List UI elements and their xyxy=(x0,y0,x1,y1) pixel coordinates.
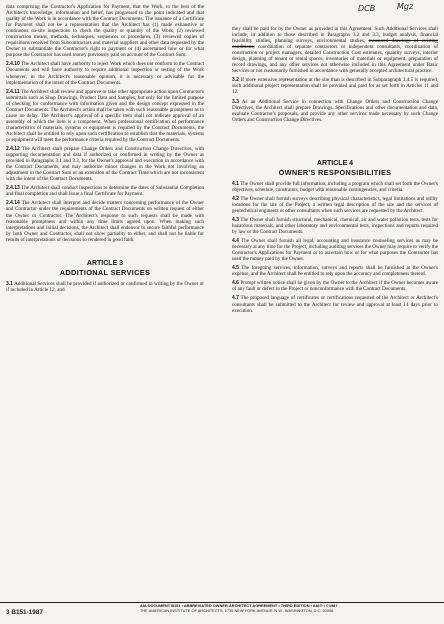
article-4-title: ARTICLE 4 xyxy=(316,159,354,167)
clause-3-2 xyxy=(232,77,438,95)
clause-text: The Architect shall conduct inspections to determine the dates of Substantial Completion and final completion and shall issue a final Certificate for Payment. xyxy=(6,185,204,198)
clause-4-4 xyxy=(232,238,438,262)
clause-4-7 xyxy=(232,295,438,313)
clause-number: 4.1 xyxy=(232,180,239,187)
clause-text: The Owner shall furnish structural, mechanical, chemical, air and water pollution tests, tests for hazardous materials, and other laboratory and environmental tests, inspections and reports required by law or the Contract Documents. xyxy=(232,216,438,236)
clause-4-3 xyxy=(232,217,438,235)
clause-number: 2.4.11 xyxy=(6,88,20,95)
clause-4-1 xyxy=(232,181,438,193)
footer-line-1: AIA DOCUMENT B151 • ABBREVIATED OWNER-ARCHITECT AGREEMENT • THIRD EDITION • AIA® • ©1987 xyxy=(140,603,338,608)
clause-number: 4.2 xyxy=(232,195,239,202)
article-4-heading: OWNER'S RESPONSIBILITIES xyxy=(278,167,392,177)
right-column xyxy=(232,4,438,317)
clause-2-4-12 xyxy=(6,146,204,182)
clause-number: 2.4.14 xyxy=(6,200,20,207)
clause-4-2 xyxy=(232,196,438,214)
handwritten-mark: Mgz xyxy=(397,2,414,11)
clause-number: 4.5 xyxy=(232,265,239,272)
clause-text: If more extensive representation at the site than is described in Subparagraph 2.4.5 is required, such additional project representation shall be provided and paid for as set forth in Articles 11 and 12. xyxy=(232,77,439,96)
clause-text: The Architect shall review and approve or take other appropriate action upon Contractor's submittals such as Shop Drawings, Product Data and Samples, but only for the limited purpose of checking for conformance with information given and the design concept expressed in the Contract Documents. The Architect's action shall be taken with such reasonable promptness as to cause no delay. The Architect's approval of a specific item shall not indicate approval of an assembly of which the item is a component. When professional certification of performance characteristics of materials, systems or equipment is required by the Contract Documents, the Architect shall be entitled to rely upon such certification to establish that the materials, systems or equipment will meet the performance criteria required by the Contract Documents. xyxy=(6,88,204,143)
page-number: 3 B151-1987 xyxy=(6,609,43,616)
clause-number: 2.4.12 xyxy=(6,146,20,153)
clause-text: The proposed language of certificates or certifications requested of the Architect or Architect's consultants shall be submitted to the Architect for review and approval at least 14 days prior to execution. xyxy=(232,295,438,314)
clause-3-1-continued xyxy=(232,26,438,74)
clause-text: they shall be paid for by the Owner as provided in this Agreement. Such Additional Services shall include, in addition to those described in Paragraphs 3.2 and 3.3, budget analysis, financial feasibility studies, planning surveys, environmental studies, xyxy=(232,26,438,45)
clause-text: The Architect shall interpret and decide matters concerning performance of the Owner and Contractor under the requirements of the Contract Documents on written request of either the Owner or Contractor. The Architect's response to such requests shall be made with reasonable promptness and within any time limits agreed upon. When making such interpretations and initial decisions, the Architect shall endeavor to secure faithful performance by both Owner and Contractor, shall not show partiality to either, and shall not be liable for results of interpretations or decisions so rendered in good faith. xyxy=(6,200,204,243)
clause-text: The foregoing services, information, surveys and reports shall be furnished at the Owner's expense, and the Architect shall be entitled to rely upon the accuracy and completeness thereof. xyxy=(232,265,438,278)
clause-number: 4.3 xyxy=(232,216,239,223)
clause-4-5 xyxy=(232,265,438,277)
clause-2-4-14 xyxy=(6,200,204,242)
footer-line-2: THE AMERICAN INSTITUTE OF ARCHITECTS, 1735 NEW YORK AVENUE, N.W., WASHINGTON, D.C. 20006 xyxy=(140,607,334,613)
clause-3-1 xyxy=(6,281,204,293)
clause-2-4-13 xyxy=(6,185,204,197)
clause-3-3 xyxy=(232,99,438,123)
clause-number: 2.4.13 xyxy=(6,185,20,192)
clause-number: 4.7 xyxy=(232,295,239,302)
article-3-heading: ADDITIONAL SERVICES xyxy=(59,267,151,277)
footer-notice xyxy=(140,604,440,614)
clause-4-6 xyxy=(232,280,438,292)
clause-number: 3.2 xyxy=(232,77,239,84)
clause-text: Additional Services shall be provided if authorized or confirmed in writing by the Owner or if included in Article 12, and xyxy=(6,280,204,293)
article-3-title: ARTICLE 3 xyxy=(86,259,124,267)
clause-2-4-11 xyxy=(6,89,204,143)
clause-number: 3.1 xyxy=(6,280,13,287)
clause-number: 4.4 xyxy=(232,238,239,245)
handwritten-initials: DCB xyxy=(358,4,376,13)
clause-text: The Owner shall provide full information, including a program which shall set forth the Owner's objectives, schedule, constraints, budget with reasonable contingencies, and criteria. xyxy=(232,180,438,193)
clause-text: The Architect shall prepare Change Orders and Construction Change Directives, with supporting documentation and data if authorized or confirmed in writing by the Owner as provided in Paragraphs 3.1 and 3.3, for the Owner's approval and execution in accordance with the Contract Documents, and may authorize minor changes in the Work not involving an adjustment in the Contract Sum or an extension of the Contract Time which are not inconsistent with the intent of the Contract Documents. xyxy=(6,146,204,183)
clause-2-4-10 xyxy=(6,61,204,85)
clause-text: The Owner shall furnish all legal, accounting and insurance counseling services as may be necessary at any time for the Project, including auditing services the Owner may require to verify the Contractor's Applications for Payment or to ascertain how or for what purposes the Contractor has used the money paid by the Owner. xyxy=(232,238,438,263)
clause-number: 4.6 xyxy=(232,280,239,287)
struck-text: measured drawings of existing conditions, xyxy=(232,38,438,51)
clause-text: The Owner shall furnish surveys describing physical characteristics, legal limitations and utility locations for the site of the Project, a written legal description of the site and the services of geotechnical engineers or other consultants when such services are requested by the Architect. xyxy=(232,195,438,214)
clause-text: coordination of separate contractors or independent consultants, coordination of construction or project managers, detailed Construction Cost estimates, quantity surveys, interior design, planning of tenant or rental spaces, inventories of materials or equipment, preparation of record drawings, and any other services not otherwise included in this Agreement under Basic Services or not customarily furnished in accordance with generally accepted architectural practice. xyxy=(232,44,438,75)
clause-text: As an Additional Service in connection with Change Orders and Construction Change Directives, the Architect shall prepare Drawings, Specifications and other documentation and data, evaluate Contractor's proposals, and provide any other services made necessary by such Change Orders and Construction Change Directives. xyxy=(232,98,438,123)
left-column xyxy=(6,4,204,296)
paragraph: data comprising the Contractor's Application for Payment, that the Work, to the best of the Architect's knowledge, information and belief, has progressed to the point indicated and that quality of the Work is in accordance with the Contract Documents. The issuance of a Certificate for Payment shall not be a representation that the Architect has (1) made exhaustive or continuous on-site inspections to check the quality or quantity of the Work, (2) reviewed construction means, methods, techniques, sequences or procedures, (3) reviewed copies of requisitions received from Subcontractors and material suppliers and other data requested by the Owner to substantiate the Contractor's right to payment or (4) ascertained how or for what purpose the Contractor has used money previously paid on account of the Contract Sum. xyxy=(6,4,204,59)
clause-text: The Architect shall have authority to reject Work which does not conform to the Contract Documents and will have authority to require additional inspection or testing of the Work whenever, in the Architect's reasonable opinion, it is necessary or advisable for the implementation of the intent of the Contract Documents. xyxy=(6,61,204,86)
clause-text: Prompt written notice shall be given by the Owner to the Architect if the Owner becomes aware of any fault or defect in the Project or nonconformance with the Contract Documents. xyxy=(232,280,439,293)
clause-number: 2.4.10 xyxy=(6,61,20,68)
clause-number: 3.3 xyxy=(232,98,239,105)
